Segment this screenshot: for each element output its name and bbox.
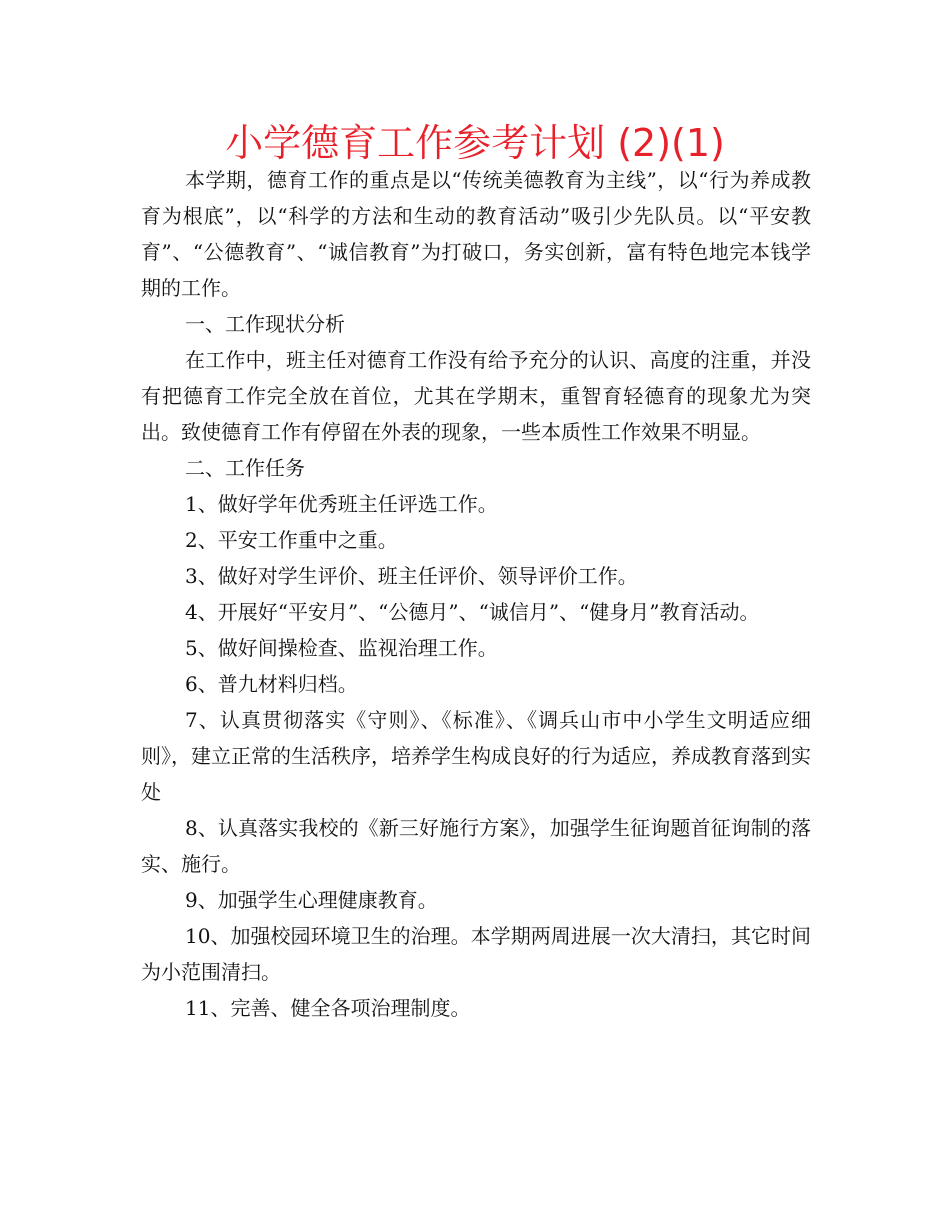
section-heading-status: 一、工作现状分析 (185, 312, 345, 336)
task-item: 5、做好间操检查、监视治理工作。 (185, 636, 498, 660)
task-item: 11、完善、健全各项治理制度。 (185, 996, 471, 1020)
intro-paragraph: 本学期，德育工作的重点是以“传统美德教育为主线”，以“行为养成教育为根底”，以“科学的方法和生动的教育活动”吸引少先队员。以“平安教育”、“公德教育”、“诚信教育”为打破口，务实创新，富有特色地完本钱学期的工作。 (141, 168, 811, 300)
task-item: 4、开展好“平安月”、“公德月”、“诚信月”、“健身月”教育活动。 (185, 600, 760, 624)
status-paragraph: 在工作中，班主任对德育工作没有给予充分的认识、高度的注重，并没有把德育工作完全放在首位，尤其在学期末，重智育轻德育的现象尤为突出。致使德育工作有停留在外表的现象，一些本质性工作效果不明显。 (141, 348, 811, 444)
task-item: 7、认真贯彻落实《守则》、《标准》、《调兵山市中小学生文明适应细则》，建立正常的生活秩序，培养学生构成良好的行为适应，养成教育落到实处 (141, 708, 811, 804)
task-item: 9、加强学生心理健康教育。 (185, 888, 438, 912)
task-item: 10、加强校园环境卫生的治理。本学期两周进展一次大清扫，其它时间为小范围清扫。 (141, 924, 811, 984)
document-title: 小学德育工作参考计划 (2)(1) (225, 121, 725, 165)
task-item: 1、做好学年优秀班主任评选工作。 (185, 492, 498, 516)
task-item: 6、普九材料归档。 (185, 672, 358, 696)
task-item: 3、做好对学生评价、班主任评价、领导评价工作。 (185, 564, 638, 588)
document-body (141, 162, 811, 1026)
task-item: 8、认真落实我校的《新三好施行方案》，加强学生征询题首征询制的落实、施行。 (141, 816, 811, 876)
task-item: 2、平安工作重中之重。 (185, 528, 398, 552)
section-heading-tasks: 二、工作任务 (185, 456, 305, 480)
